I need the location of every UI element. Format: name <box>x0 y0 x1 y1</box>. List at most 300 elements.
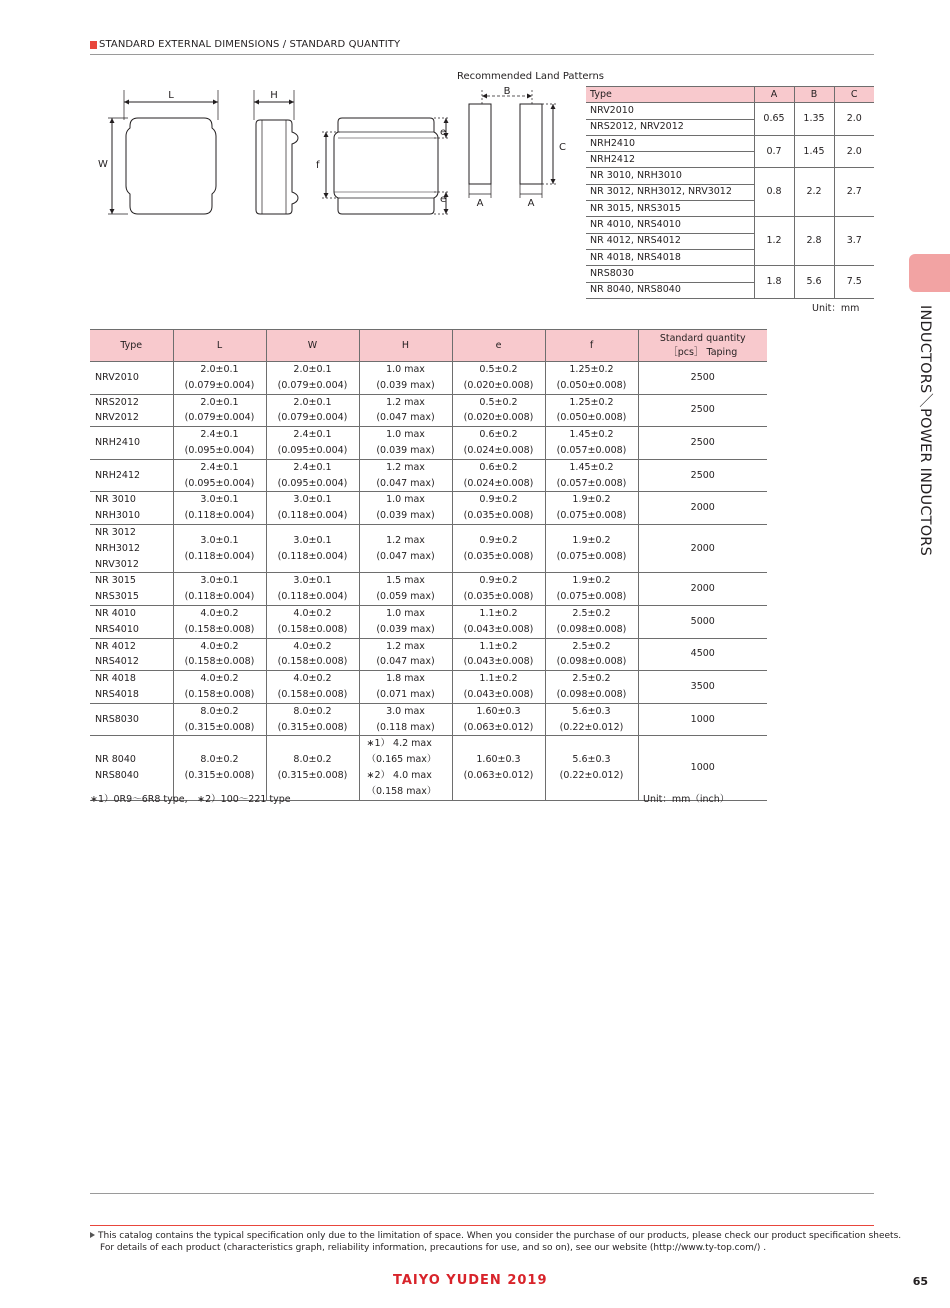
cell-line: (0.024±0.008) <box>463 477 534 489</box>
dim-h-cell <box>359 362 452 395</box>
label-H: H <box>270 90 278 101</box>
spec-header-quantity <box>638 330 767 362</box>
label-L: L <box>168 90 174 101</box>
cell-line: (0.118±0.004) <box>277 510 348 522</box>
cell-line: (0.118 max) <box>376 721 435 733</box>
cell-line: (0.020±0.008) <box>463 412 534 424</box>
cell-line: (0.039 max) <box>376 444 435 456</box>
cell-line: (0.315±0.008) <box>277 769 348 781</box>
dim-w-cell <box>266 492 359 525</box>
cell-line: (0.075±0.008) <box>556 591 627 603</box>
cell-line: NR 4010 <box>95 607 136 619</box>
cell-line: 4.0±0.2 <box>293 607 332 619</box>
label-A-left: A <box>476 198 484 209</box>
dim-l-cell <box>173 459 266 492</box>
cell-line: (0.095±0.004) <box>277 444 348 456</box>
type-cell <box>90 671 173 704</box>
land-b-cell: 2.8 <box>794 217 834 266</box>
side-view <box>254 90 298 214</box>
cell-line: (0.079±0.004) <box>277 379 348 391</box>
label-e-top: e <box>440 127 447 138</box>
spec-header-f: f <box>545 330 638 362</box>
land-row <box>586 135 874 151</box>
quantity-cell: 5000 <box>638 605 767 638</box>
cell-line: NRS2012 <box>95 396 139 408</box>
label-C: C <box>559 142 566 153</box>
dim-w-cell <box>266 703 359 736</box>
cell-line: （0.165 max） <box>366 754 437 766</box>
dim-f-cell <box>545 573 638 606</box>
front-view <box>322 118 450 214</box>
cell-line: (0.118±0.004) <box>184 591 255 603</box>
label-f: f <box>316 160 320 171</box>
cell-line: (0.158±0.008) <box>184 656 255 668</box>
dimensions-row <box>90 573 767 606</box>
land-type-cell: NRV2010 <box>586 103 754 119</box>
cell-line: (0.095±0.004) <box>277 477 348 489</box>
land-type-cell: NR 3012, NRH3012, NRV3012 <box>586 184 754 200</box>
land-unit: Unit：mm <box>812 303 860 314</box>
cell-line: 0.6±0.2 <box>479 461 518 473</box>
cell-line: (0.050±0.008) <box>556 412 627 424</box>
cell-line: ∗2） 4.0 max <box>366 769 432 781</box>
cell-line: (0.035±0.008) <box>463 591 534 603</box>
cell-line: NRS3015 <box>95 591 139 603</box>
cell-line: (0.035±0.008) <box>463 510 534 522</box>
cell-line: (0.020±0.008) <box>463 379 534 391</box>
top-view <box>108 90 218 214</box>
dim-e-cell <box>452 492 545 525</box>
dim-h-cell <box>359 703 452 736</box>
cell-line: NRH3012 <box>95 542 141 554</box>
dim-e-cell <box>452 427 545 460</box>
cell-line: 1.0 max <box>386 494 425 506</box>
quantity-cell: 1000 <box>638 736 767 800</box>
cell-line: 8.0±0.2 <box>293 705 332 717</box>
section-marker <box>90 41 97 49</box>
dim-h-cell <box>359 573 452 606</box>
cell-line: 3.0 max <box>386 705 425 717</box>
cell-line: 3.0±0.1 <box>200 494 239 506</box>
cell-line: NRS4010 <box>95 623 139 635</box>
dim-l-cell <box>173 524 266 572</box>
dim-f-cell <box>545 394 638 427</box>
cell-line: NRS4018 <box>95 688 139 700</box>
dim-l-cell <box>173 492 266 525</box>
cell-line: (0.098±0.008) <box>556 623 627 635</box>
dim-f-cell <box>545 492 638 525</box>
dim-e-cell <box>452 573 545 606</box>
spec-header-row <box>90 330 767 362</box>
triangle-bullet-icon <box>90 1232 95 1238</box>
land-type-cell: NR 4018, NRS4018 <box>586 249 754 265</box>
dim-h-cell <box>359 671 452 704</box>
cell-line: (0.315±0.008) <box>184 769 255 781</box>
cell-line: (0.035±0.008) <box>463 550 534 562</box>
dim-l-cell <box>173 638 266 671</box>
dim-l-cell <box>173 703 266 736</box>
dim-f-cell <box>545 703 638 736</box>
cell-line: (0.118±0.004) <box>184 550 255 562</box>
cell-line: (0.158±0.008) <box>184 623 255 635</box>
section-header <box>90 39 874 55</box>
land-b-cell: 2.2 <box>794 168 834 217</box>
dim-h-cell <box>359 459 452 492</box>
dim-e-cell <box>452 362 545 395</box>
cell-line: 1.1±0.2 <box>479 673 518 685</box>
land-type-cell: NR 4010, NRS4010 <box>586 217 754 233</box>
cell-line: 8.0±0.2 <box>293 754 332 766</box>
land-header-a: A <box>754 87 794 103</box>
disclaimer <box>90 1231 901 1254</box>
dim-h-cell <box>359 524 452 572</box>
cell-line: 1.1±0.2 <box>479 607 518 619</box>
quantity-cell: 2000 <box>638 524 767 572</box>
cell-line: NR 3012 <box>95 526 136 538</box>
cell-line: 2.4±0.1 <box>200 429 239 441</box>
cell-line: 8.0±0.2 <box>200 754 239 766</box>
cell-line: NRV2010 <box>95 371 139 383</box>
land-type-cell: NRS8030 <box>586 266 754 282</box>
dim-l-cell <box>173 671 266 704</box>
cell-line: 4.0±0.2 <box>293 673 332 685</box>
cell-line: NRH2410 <box>95 437 141 449</box>
cell-line: (0.059 max) <box>376 591 435 603</box>
dimensions-row <box>90 427 767 460</box>
cell-line: 4.0±0.2 <box>200 673 239 685</box>
cell-line: 1.60±0.3 <box>476 754 521 766</box>
land-c-cell: 2.7 <box>834 168 874 217</box>
dim-e-cell <box>452 671 545 704</box>
cell-line: (0.118±0.004) <box>277 550 348 562</box>
disclaimer-line2: For details of each product (characteristics graph, reliability information, precautions for use, and so on), see our website (http://www.ty-top.com/) . <box>100 1242 767 1253</box>
cell-line: 1.0 max <box>386 364 425 375</box>
dim-w-cell <box>266 524 359 572</box>
dim-e-cell <box>452 638 545 671</box>
cell-line: 0.6±0.2 <box>479 429 518 441</box>
cell-line: NRH3010 <box>95 510 141 522</box>
dim-h-cell <box>359 394 452 427</box>
land-header-b: B <box>794 87 834 103</box>
cell-line: 2.0±0.1 <box>293 396 332 408</box>
land-type-cell: NRH2410 <box>586 135 754 151</box>
cell-line: NRS4012 <box>95 656 139 668</box>
cell-line: ∗1） 4.2 max <box>366 738 432 750</box>
cell-line: (0.024±0.008) <box>463 444 534 456</box>
cell-line: 5.6±0.3 <box>572 754 611 766</box>
cell-line: (0.039 max) <box>376 379 435 391</box>
spec-header-e: e <box>452 330 545 362</box>
spec-header-w: W <box>266 330 359 362</box>
dim-e-cell <box>452 524 545 572</box>
cell-line: (0.158±0.008) <box>277 688 348 700</box>
quantity-header-line1: Standard quantity <box>659 332 746 344</box>
dim-f-cell <box>545 671 638 704</box>
cell-line: NR 3015 <box>95 575 136 587</box>
cell-line: (0.039 max) <box>376 623 435 635</box>
land-patterns-table <box>586 86 874 299</box>
quantity-cell: 4500 <box>638 638 767 671</box>
cell-line: (0.098±0.008) <box>556 688 627 700</box>
cell-line: NR 4012 <box>95 640 136 652</box>
cell-line: (0.095±0.004) <box>184 477 255 489</box>
land-c-cell: 3.7 <box>834 217 874 266</box>
side-category-label: INDUCTORS／POWER INDUCTORS <box>917 305 933 556</box>
dimensions-row <box>90 703 767 736</box>
dim-w-cell <box>266 427 359 460</box>
cell-line: (0.22±0.012) <box>559 769 624 781</box>
dim-f-cell <box>545 605 638 638</box>
cell-line: 1.9±0.2 <box>572 575 611 587</box>
label-B: B <box>503 86 511 97</box>
quantity-header-line2: ［pcs］ Taping <box>668 346 738 358</box>
cell-line: (0.079±0.004) <box>277 412 348 424</box>
dim-w-cell <box>266 671 359 704</box>
cell-line: 1.2 max <box>386 396 425 408</box>
quantity-cell: 2000 <box>638 492 767 525</box>
quantity-cell: 2000 <box>638 573 767 606</box>
dim-h-cell <box>359 427 452 460</box>
cell-line: (0.158±0.008) <box>184 688 255 700</box>
footer-divider <box>90 1193 874 1194</box>
land-row <box>586 168 874 184</box>
cell-line: 1.25±0.2 <box>569 396 614 408</box>
dim-e-cell <box>452 736 545 800</box>
cell-line: 1.2 max <box>386 534 425 546</box>
cell-line: 1.8 max <box>386 673 425 685</box>
cell-line: (0.057±0.008) <box>556 477 627 489</box>
cell-line: NRS8030 <box>95 713 139 725</box>
land-a-cell: 0.7 <box>754 135 794 168</box>
spec-footnote: ∗1）0R9～6R8 type, ∗2）100～221 type <box>90 794 291 805</box>
dim-w-cell <box>266 362 359 395</box>
spec-unit: Unit：mm（inch） <box>643 794 730 805</box>
cell-line: (0.118±0.004) <box>277 591 348 603</box>
dim-l-cell <box>173 573 266 606</box>
quantity-cell: 2500 <box>638 459 767 492</box>
cell-line: (0.063±0.012) <box>463 721 534 733</box>
dim-w-cell <box>266 605 359 638</box>
land-patterns-body <box>586 103 874 299</box>
cell-line: 1.45±0.2 <box>569 429 614 441</box>
land-a-cell: 1.2 <box>754 217 794 266</box>
cell-line: (0.043±0.008) <box>463 656 534 668</box>
land-row <box>586 103 874 119</box>
side-tab-marker <box>909 254 950 292</box>
dim-w-cell <box>266 573 359 606</box>
cell-line: 2.4±0.1 <box>200 461 239 473</box>
cell-line: 0.9±0.2 <box>479 575 518 587</box>
cell-line: NRV2012 <box>95 412 139 424</box>
cell-line: 0.9±0.2 <box>479 494 518 506</box>
cell-line: 2.4±0.1 <box>293 429 332 441</box>
dimensions-row <box>90 492 767 525</box>
land-patterns-title: Recommended Land Patterns <box>457 71 605 82</box>
dimensions-row <box>90 605 767 638</box>
dim-h-cell <box>359 638 452 671</box>
cell-line: (0.158±0.008) <box>277 623 348 635</box>
dim-w-cell <box>266 394 359 427</box>
cell-line: 5.6±0.3 <box>572 705 611 717</box>
land-type-cell: NR 4012, NRS4012 <box>586 233 754 249</box>
dim-f-cell <box>545 427 638 460</box>
type-cell <box>90 524 173 572</box>
cell-line: (0.047 max) <box>376 412 435 424</box>
land-type-cell: NR 3015, NRS3015 <box>586 201 754 217</box>
land-a-cell: 0.8 <box>754 168 794 217</box>
cell-line: (0.063±0.012) <box>463 769 534 781</box>
cell-line: 3.0±0.1 <box>293 575 332 587</box>
cell-line: (0.075±0.008) <box>556 550 627 562</box>
cell-line: 3.0±0.1 <box>200 575 239 587</box>
dim-w-cell <box>266 459 359 492</box>
quantity-cell: 2500 <box>638 362 767 395</box>
cell-line: （0.158 max） <box>366 785 437 797</box>
section-title: STANDARD EXTERNAL DIMENSIONS / STANDARD QUANTITY <box>99 39 401 50</box>
cell-line: (0.047 max) <box>376 656 435 668</box>
cell-line: (0.057±0.008) <box>556 444 627 456</box>
land-pattern-drawing <box>469 90 558 198</box>
dim-l-cell <box>173 427 266 460</box>
cell-line: 2.0±0.1 <box>200 396 239 408</box>
dimensions-row <box>90 394 767 427</box>
land-type-cell: NRS2012, NRV2012 <box>586 119 754 135</box>
land-c-cell: 2.0 <box>834 103 874 136</box>
quantity-cell: 2500 <box>638 394 767 427</box>
type-cell <box>90 605 173 638</box>
type-cell <box>90 638 173 671</box>
land-type-cell: NR 3010, NRH3010 <box>586 168 754 184</box>
cell-line: 3.0±0.1 <box>200 534 239 546</box>
cell-line: 1.60±0.3 <box>476 705 521 717</box>
cell-line: (0.095±0.004) <box>184 444 255 456</box>
cell-line: 2.5±0.2 <box>572 607 611 619</box>
label-e-bottom: e <box>440 194 447 205</box>
type-cell <box>90 394 173 427</box>
land-b-cell: 1.45 <box>794 135 834 168</box>
label-W: W <box>98 159 108 170</box>
cell-line: 2.5±0.2 <box>572 640 611 652</box>
cell-line: 4.0±0.2 <box>200 640 239 652</box>
dimensions-table <box>90 329 767 801</box>
cell-line: 3.0±0.1 <box>293 534 332 546</box>
cell-line: 4.0±0.2 <box>293 640 332 652</box>
cell-line: NR 4018 <box>95 673 136 685</box>
dimensions-body <box>90 362 767 801</box>
disclaimer-line1: This catalog contains the typical specification only due to the limitation of space. When you consider the purchase of our products, please check our product specification sheets. <box>98 1231 902 1241</box>
cell-line: (0.079±0.004) <box>184 379 255 391</box>
cell-line: 1.1±0.2 <box>479 640 518 652</box>
cell-line: (0.043±0.008) <box>463 623 534 635</box>
brand-footer: TAIYO YUDEN 2019 <box>393 1273 548 1288</box>
dim-f-cell <box>545 638 638 671</box>
cell-line: 0.5±0.2 <box>479 396 518 408</box>
dimensions-row <box>90 524 767 572</box>
dim-f-cell <box>545 736 638 800</box>
quantity-cell: 2500 <box>638 427 767 460</box>
cell-line: 2.4±0.1 <box>293 461 332 473</box>
cell-line: (0.050±0.008) <box>556 379 627 391</box>
type-cell <box>90 492 173 525</box>
cell-line: (0.079±0.004) <box>184 412 255 424</box>
cell-line: (0.315±0.008) <box>277 721 348 733</box>
disclaimer-divider <box>90 1225 874 1226</box>
land-a-cell: 0.65 <box>754 103 794 136</box>
cell-line: 1.0 max <box>386 429 425 441</box>
land-type-cell: NRH2412 <box>586 152 754 168</box>
cell-line: 8.0±0.2 <box>200 705 239 717</box>
cell-line: (0.158±0.008) <box>277 656 348 668</box>
dimension-drawing <box>90 80 580 220</box>
dim-e-cell <box>452 605 545 638</box>
type-cell <box>90 703 173 736</box>
cell-line: 3.0±0.1 <box>293 494 332 506</box>
land-header-row <box>586 87 874 103</box>
quantity-cell: 1000 <box>638 703 767 736</box>
cell-line: NRH2412 <box>95 469 141 481</box>
land-c-cell: 7.5 <box>834 266 874 299</box>
dimensions-row <box>90 671 767 704</box>
dim-l-cell <box>173 394 266 427</box>
type-cell <box>90 573 173 606</box>
cell-line: NR 3010 <box>95 494 136 506</box>
cell-line: (0.315±0.008) <box>184 721 255 733</box>
cell-line: 1.5 max <box>386 575 425 587</box>
cell-line: (0.047 max) <box>376 477 435 489</box>
cell-line: (0.039 max) <box>376 510 435 522</box>
spec-header-h: H <box>359 330 452 362</box>
cell-line: 2.0±0.1 <box>293 364 332 375</box>
land-row <box>586 266 874 282</box>
land-row <box>586 217 874 233</box>
cell-line: (0.043±0.008) <box>463 688 534 700</box>
cell-line: (0.071 max) <box>376 688 435 700</box>
cell-line: (0.098±0.008) <box>556 656 627 668</box>
land-c-cell: 2.0 <box>834 135 874 168</box>
cell-line: 1.2 max <box>386 640 425 652</box>
spec-header-l: L <box>173 330 266 362</box>
land-header-c: C <box>834 87 874 103</box>
cell-line: 1.9±0.2 <box>572 494 611 506</box>
cell-line: (0.047 max) <box>376 550 435 562</box>
dim-f-cell <box>545 459 638 492</box>
dim-l-cell <box>173 605 266 638</box>
dim-w-cell <box>266 638 359 671</box>
land-b-cell: 5.6 <box>794 266 834 299</box>
dim-h-cell <box>359 736 452 800</box>
cell-line: 1.45±0.2 <box>569 461 614 473</box>
cell-line: 1.25±0.2 <box>569 364 614 375</box>
cell-line: 0.9±0.2 <box>479 534 518 546</box>
cell-line: (0.22±0.012) <box>559 721 624 733</box>
cell-line: (0.075±0.008) <box>556 510 627 522</box>
dimensions-row <box>90 638 767 671</box>
label-A-right: A <box>527 198 535 209</box>
cell-line: NRV3012 <box>95 558 139 570</box>
dimensions-row <box>90 459 767 492</box>
cell-line: 1.9±0.2 <box>572 534 611 546</box>
cell-line: 0.5±0.2 <box>479 364 518 375</box>
spec-header-type: Type <box>90 330 173 362</box>
dim-h-cell <box>359 492 452 525</box>
cell-line: 2.5±0.2 <box>572 673 611 685</box>
quantity-cell: 3500 <box>638 671 767 704</box>
land-type-cell: NR 8040, NRS8040 <box>586 282 754 298</box>
dim-f-cell <box>545 362 638 395</box>
cell-line: 4.0±0.2 <box>200 607 239 619</box>
dim-l-cell <box>173 362 266 395</box>
dim-f-cell <box>545 524 638 572</box>
